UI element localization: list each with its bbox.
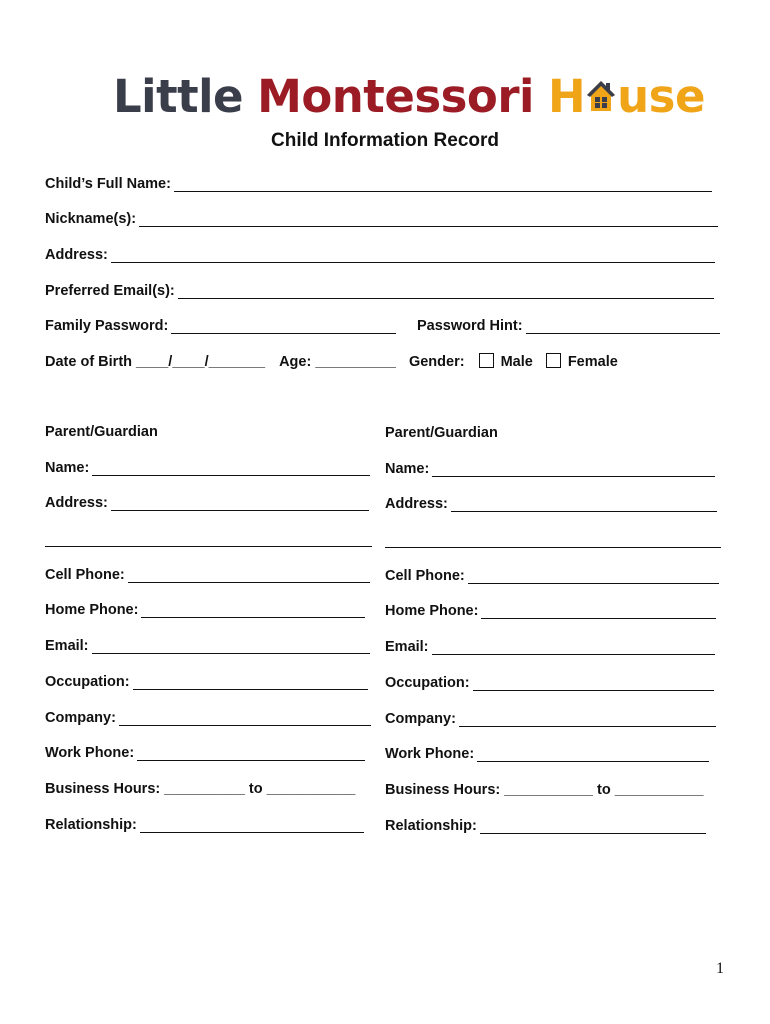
parent-right-home-field[interactable]	[481, 602, 716, 619]
parent-left-occupation-field[interactable]	[133, 673, 368, 690]
logo-word-house	[548, 70, 705, 123]
parent-right-name-label: Name:	[385, 461, 430, 477]
parent-right-address-line2-field[interactable]	[385, 531, 721, 548]
logo-letters-use: use	[617, 69, 705, 123]
parent-left-name-field[interactable]	[92, 459, 370, 476]
female-label: Female	[567, 354, 618, 370]
child-full-name-label: Child’s Full Name:	[45, 176, 171, 192]
parent-left-email-row	[45, 634, 370, 654]
parent-right-heading-row	[385, 421, 498, 441]
gender-label: Gender:	[408, 354, 465, 370]
parent-left-occupation-label: Occupation:	[45, 674, 130, 690]
parent-left-cell-field[interactable]	[128, 566, 370, 583]
parent-left-cell-label: Cell Phone:	[45, 567, 125, 583]
family-password-row	[45, 314, 396, 334]
parent-right-company-row	[385, 707, 716, 727]
parent-right-email-field[interactable]	[432, 638, 715, 655]
parent-right-occupation-row	[385, 671, 714, 691]
parent-left-work-label: Work Phone:	[45, 745, 135, 761]
password-hint-label: Password Hint:	[417, 318, 523, 334]
page-number: 1	[716, 960, 724, 977]
family-password-label: Family Password:	[45, 318, 169, 334]
parent-left-work-field[interactable]	[137, 744, 365, 761]
parent-right-home-row	[385, 599, 716, 619]
child-address-label: Address:	[45, 247, 108, 263]
page-title: Child Information Record	[271, 130, 499, 151]
logo-letter-h: H	[547, 69, 586, 123]
parent-right-address-field[interactable]	[451, 495, 717, 512]
parent-left-work-row	[45, 741, 365, 761]
child-address-row	[45, 243, 715, 263]
parent-right-cell-row	[385, 564, 719, 584]
family-password-field[interactable]	[171, 317, 396, 334]
parent-right-relationship-label: Relationship:	[385, 818, 477, 834]
parent-left-heading-row	[45, 420, 158, 440]
date-of-birth-field[interactable]: Date of Birth ____/____/_______	[45, 354, 266, 370]
parent-left-relationship-field[interactable]	[140, 816, 364, 833]
parent-left-hours-field[interactable]: Business Hours: __________ to ___________	[45, 781, 356, 797]
logo-word-little: Little	[113, 69, 244, 123]
parent-left-heading: Parent/Guardian	[45, 424, 158, 440]
parent-left-occupation-row	[45, 670, 368, 690]
female-checkbox[interactable]	[546, 353, 561, 368]
parent-right-email-label: Email:	[385, 639, 429, 655]
parent-left-home-label: Home Phone:	[45, 602, 139, 618]
nickname-label: Nickname(s):	[45, 211, 137, 227]
parent-right-work-row	[385, 742, 709, 762]
dob-age-gender-row	[45, 350, 618, 370]
parent-right-work-field[interactable]	[477, 745, 709, 762]
parent-left-address-field[interactable]	[111, 494, 369, 511]
preferred-email-label: Preferred Email(s):	[45, 283, 175, 299]
parent-right-address-row	[385, 492, 717, 512]
parent-right-hours-row	[385, 778, 703, 798]
child-address-field[interactable]	[111, 246, 715, 263]
parent-right-cell-field[interactable]	[468, 567, 719, 584]
parent-right-home-label: Home Phone:	[385, 603, 479, 619]
parent-left-cell-row	[45, 563, 370, 583]
parent-right-occupation-label: Occupation:	[385, 675, 470, 691]
parent-right-relationship-row	[385, 814, 706, 834]
male-label: Male	[500, 354, 533, 370]
house-icon	[586, 77, 616, 115]
child-full-name-field[interactable]	[174, 175, 712, 192]
parent-left-company-label: Company:	[45, 710, 116, 726]
parent-left-home-field[interactable]	[141, 601, 365, 618]
parent-right-relationship-field[interactable]	[480, 817, 706, 834]
parent-left-relationship-row	[45, 813, 364, 833]
logo-word-montessori: Montessori	[257, 69, 534, 123]
parent-right-occupation-field[interactable]	[473, 674, 714, 691]
password-hint-field[interactable]	[526, 317, 720, 334]
preferred-email-field[interactable]	[178, 282, 714, 299]
parent-left-address-row	[45, 491, 369, 511]
child-full-name-row	[45, 172, 712, 192]
preferred-email-row	[45, 279, 714, 299]
parent-right-heading: Parent/Guardian	[385, 425, 498, 441]
parent-right-address-label: Address:	[385, 496, 448, 512]
parent-right-address-line2-row	[385, 528, 721, 548]
parent-left-company-row	[45, 706, 371, 726]
parent-left-address-line2-field[interactable]	[45, 530, 372, 547]
parent-right-name-row	[385, 457, 715, 477]
parent-right-company-field[interactable]	[459, 710, 716, 727]
parent-left-address-line2-row	[45, 527, 372, 547]
school-logo	[113, 68, 705, 124]
male-checkbox[interactable]	[479, 353, 494, 368]
parent-right-cell-label: Cell Phone:	[385, 568, 465, 584]
parent-right-hours-field[interactable]: Business Hours: ___________ to ___________	[385, 782, 704, 798]
parent-right-email-row	[385, 635, 715, 655]
parent-right-company-label: Company:	[385, 711, 456, 727]
parent-left-relationship-label: Relationship:	[45, 817, 137, 833]
parent-left-hours-row	[45, 777, 355, 797]
password-hint-row	[417, 314, 720, 334]
parent-left-email-label: Email:	[45, 638, 89, 654]
parent-left-email-field[interactable]	[92, 637, 370, 654]
nickname-row	[45, 207, 718, 227]
age-field[interactable]: Age: __________	[279, 354, 396, 370]
parent-left-name-row	[45, 456, 370, 476]
parent-left-name-label: Name:	[45, 460, 90, 476]
parent-left-home-row	[45, 598, 365, 618]
parent-right-name-field[interactable]	[432, 460, 715, 477]
parent-right-work-label: Work Phone:	[385, 746, 475, 762]
parent-left-company-field[interactable]	[119, 709, 371, 726]
nickname-field[interactable]	[139, 210, 718, 227]
parent-left-address-label: Address:	[45, 495, 108, 511]
